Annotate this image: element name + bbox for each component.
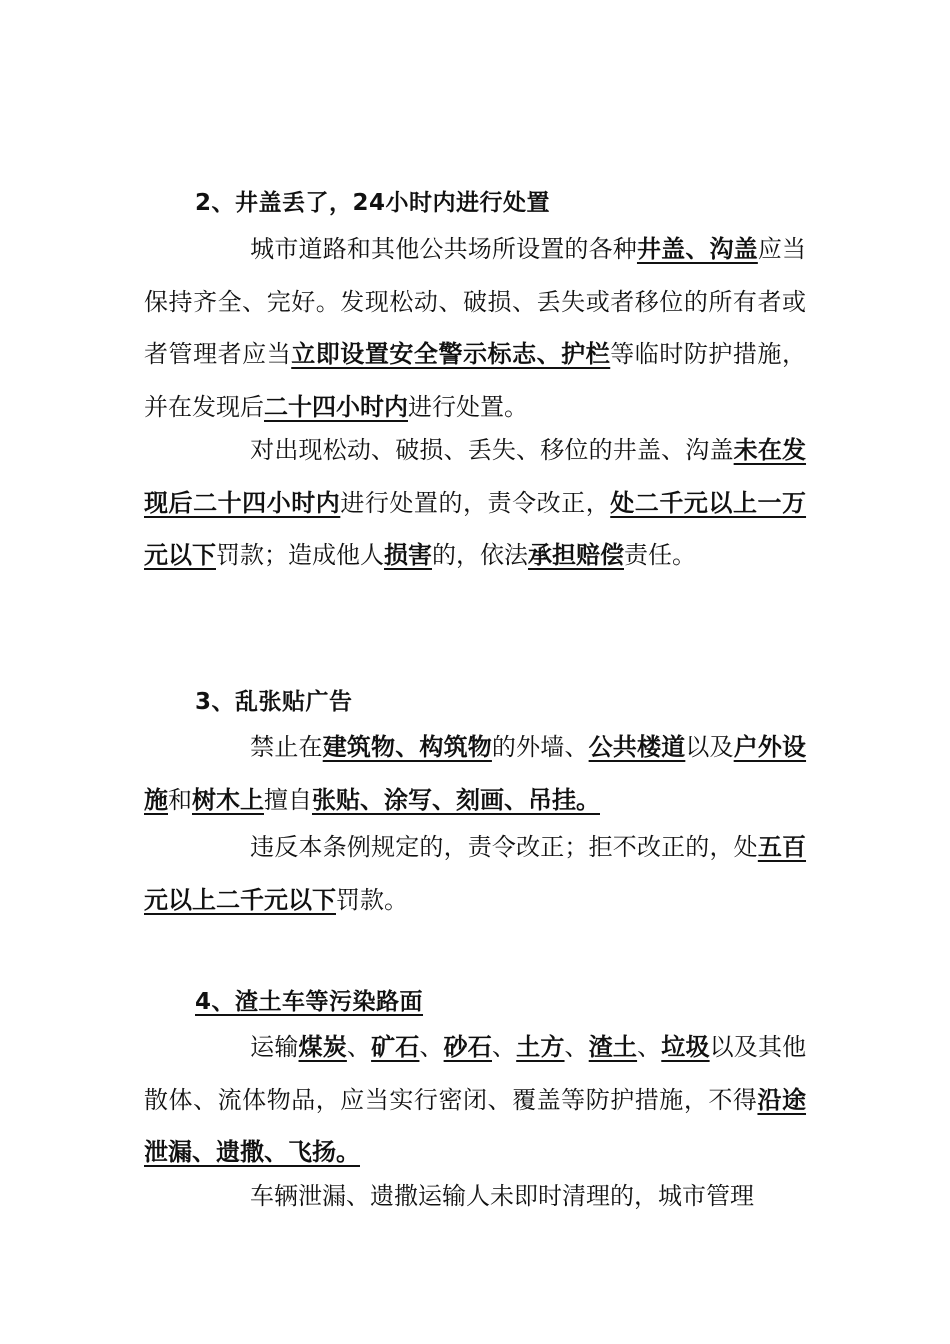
body-text: 的，依法 bbox=[432, 541, 528, 569]
emphasis-text: 井盖、沟盖 bbox=[636, 235, 758, 263]
body-text: 罚款；造成他人 bbox=[216, 541, 384, 569]
body-text: 城市道路和其他公共场所设置的各种 bbox=[250, 235, 637, 263]
section-4-paragraph-2 bbox=[144, 1170, 806, 1223]
emphasis-text: 二十四小时内 bbox=[264, 392, 408, 421]
body-text: 擅自 bbox=[264, 785, 312, 814]
emphasis-text: 渣土 bbox=[588, 1033, 638, 1061]
section-2-heading: 2、井盖丢了，24小时内进行处置 bbox=[195, 190, 551, 216]
emphasis-text: 立即设置安全警示标志、护栏 bbox=[291, 340, 611, 368]
body-text: 、 bbox=[346, 1033, 372, 1061]
body-text: 以及 bbox=[685, 733, 734, 761]
emphasis-text: 承担赔偿 bbox=[528, 541, 624, 569]
body-text: 对出现松动、破损、丢失、移位的井盖、沟盖 bbox=[250, 436, 734, 464]
emphasis-text: 垃圾 bbox=[661, 1033, 710, 1061]
body-text: 责任。 bbox=[624, 541, 696, 569]
body-text: 进行处置。 bbox=[408, 392, 528, 421]
emphasis-text: 损害 bbox=[384, 541, 432, 569]
emphasis-text: 五百元以上二千元以下 bbox=[144, 833, 807, 914]
body-text: 禁止在 bbox=[250, 733, 323, 761]
section-2-paragraph-2 bbox=[144, 424, 806, 582]
body-text: 、 bbox=[419, 1033, 444, 1061]
emphasis-text: 煤炭 bbox=[298, 1033, 347, 1061]
section-3-paragraph-1 bbox=[144, 721, 806, 826]
body-text: 车辆泄漏、遗撒运输人未即时清理的，城市管理 bbox=[250, 1182, 754, 1210]
emphasis-text: 砂石 bbox=[443, 1033, 492, 1061]
section-3-heading: 3、乱张贴广告 bbox=[195, 689, 353, 715]
body-text: 等临时防护措施，并在发现后 bbox=[144, 340, 807, 421]
body-text: 、 bbox=[491, 1033, 517, 1061]
body-text: 进行处置的，责令改正， bbox=[340, 488, 611, 517]
emphasis-text: 张贴、涂写、刻画、吊挂。 bbox=[312, 785, 600, 814]
body-text: 运输 bbox=[250, 1033, 299, 1061]
section-2-paragraph-1 bbox=[144, 223, 806, 433]
emphasis-text: 沿途泄漏、遗撒、飞扬。 bbox=[144, 1085, 807, 1166]
emphasis-text: 未在发现后二十四小时内 bbox=[144, 436, 807, 517]
section-4-heading: 4、渣土车等污染路面 bbox=[195, 989, 424, 1015]
body-text: 以及其他散体、流体物品，应当实行密闭、覆盖等防护措施，不得 bbox=[144, 1033, 807, 1114]
body-text: 应当保持齐全、完好。发现松动、破损、丢失或者移位的所有者或者管理者应当 bbox=[144, 235, 807, 368]
body-text: 和 bbox=[168, 785, 192, 814]
body-text: 违反本条例规定的，责令改正；拒不改正的，处 bbox=[250, 833, 758, 861]
body-text: 、 bbox=[637, 1033, 662, 1061]
body-text: 、 bbox=[564, 1033, 589, 1061]
emphasis-text: 土方 bbox=[516, 1033, 565, 1061]
emphasis-text: 公共楼道 bbox=[588, 733, 686, 761]
section-3-paragraph-2 bbox=[144, 821, 806, 926]
body-text: 的外墙、 bbox=[491, 733, 589, 761]
section-4-paragraph-1 bbox=[144, 1021, 806, 1179]
body-text: 罚款。 bbox=[336, 885, 408, 914]
emphasis-text: 树木上 bbox=[192, 785, 264, 814]
emphasis-text: 户外设施 bbox=[144, 733, 807, 814]
emphasis-text: 处二千元以上一万元以下 bbox=[144, 488, 807, 569]
emphasis-text: 矿石 bbox=[371, 1033, 420, 1061]
emphasis-text: 建筑物、构筑物 bbox=[322, 733, 492, 761]
